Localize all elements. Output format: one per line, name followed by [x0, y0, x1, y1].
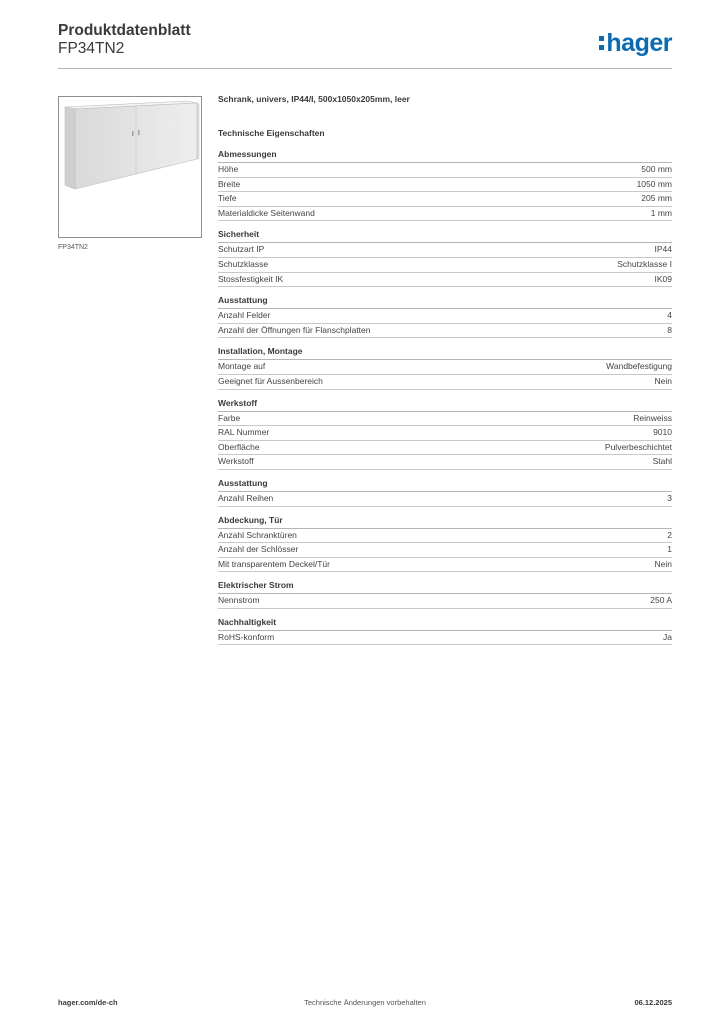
spec-label: Materialdicke Seitenwand: [218, 207, 315, 218]
spec-section: [218, 295, 672, 338]
product-description: Schrank, univers, IP44/I, 500x1050x205mm, leer: [218, 94, 410, 104]
spec-row: [218, 243, 672, 258]
footer-notice: Technische Änderungen vorbehalten: [304, 998, 426, 1007]
spec-row: [218, 426, 672, 441]
spec-label: Tiefe: [218, 193, 237, 204]
spec-section: [218, 515, 672, 573]
spec-row: [218, 594, 672, 609]
spec-row: [218, 441, 672, 456]
spec-value: Reinweiss: [633, 412, 672, 423]
spec-section: [218, 580, 672, 609]
spec-label: Mit transparentem Deckel/Tür: [218, 558, 330, 569]
section-title: Installation, Montage: [218, 346, 672, 360]
product-code: FP34TN2: [58, 40, 125, 57]
spec-row: [218, 192, 672, 207]
spec-label: Anzahl Reihen: [218, 492, 274, 503]
page-header: [58, 20, 672, 69]
spec-row: [218, 360, 672, 375]
footer-website: hager.com/de-ch: [58, 998, 118, 1007]
logo-dots-icon: [599, 36, 604, 50]
spec-label: Stossfestigkeit IK: [218, 273, 284, 284]
spec-label: Geeignet für Aussenbereich: [218, 375, 323, 386]
spec-value: 9010: [653, 427, 672, 438]
spec-sections: [218, 149, 672, 645]
spec-row: [218, 178, 672, 193]
section-title: Elektrischer Strom: [218, 580, 672, 594]
section-title: Werkstoff: [218, 398, 672, 412]
spec-value: 2: [667, 529, 672, 540]
spec-label: Anzahl der Schlösser: [218, 544, 299, 555]
spec-label: Anzahl Felder: [218, 310, 271, 321]
section-title: Nachhaltigkeit: [218, 617, 672, 631]
spec-label: Anzahl der Öffnungen für Flanschplatten: [218, 324, 371, 335]
spec-value: Stahl: [652, 456, 672, 467]
spec-content: [218, 94, 672, 653]
spec-value: Ja: [663, 631, 672, 642]
spec-value: IK09: [654, 273, 672, 284]
spec-value: 205 mm: [641, 193, 672, 204]
spec-value: 4: [667, 310, 672, 321]
spec-label: Breite: [218, 178, 241, 189]
spec-value: 1 mm: [650, 207, 672, 218]
tech-properties-heading: Technische Eigenschaften: [218, 128, 325, 138]
logo-wordmark: hager: [606, 28, 672, 57]
spec-section: [218, 346, 672, 389]
spec-label: Farbe: [218, 412, 241, 423]
spec-value: Nein: [654, 375, 672, 386]
spec-label: Montage auf: [218, 361, 266, 372]
spec-value: IP44: [654, 244, 672, 255]
spec-value: Pulverbeschichtet: [604, 441, 672, 452]
spec-row: [218, 455, 672, 470]
spec-row: [218, 529, 672, 544]
spec-label: Oberfläche: [218, 441, 260, 452]
spec-row: [218, 492, 672, 507]
spec-value: 500 mm: [641, 164, 672, 174]
spec-label: Nennstrom: [218, 595, 260, 606]
cabinet-illustration: [59, 97, 201, 237]
spec-label: Werkstoff: [218, 456, 254, 467]
spec-row: [218, 258, 672, 273]
product-image: [58, 96, 202, 238]
spec-value: 3: [667, 492, 672, 503]
spec-label: Anzahl Schranktüren: [218, 529, 297, 540]
section-title: Ausstattung: [218, 478, 672, 492]
spec-row: [218, 543, 672, 558]
spec-label: RAL Nummer: [218, 427, 270, 438]
spec-row: [218, 412, 672, 427]
spec-value: 1: [667, 544, 672, 555]
spec-value: Nein: [654, 558, 672, 569]
spec-row: [218, 324, 672, 339]
spec-row: [218, 375, 672, 390]
section-title: Sicherheit: [218, 229, 672, 243]
spec-value: Schutzklasse I: [617, 258, 672, 269]
section-title: Abdeckung, Tür: [218, 515, 672, 529]
spec-row: [218, 207, 672, 222]
spec-label: Schutzklasse: [218, 258, 269, 269]
spec-row: [218, 273, 672, 288]
spec-row: [218, 631, 672, 646]
spec-section: [218, 478, 672, 507]
spec-section: [218, 149, 672, 221]
spec-row: [218, 558, 672, 573]
spec-row: [218, 309, 672, 324]
footer-date: 06.12.2025: [634, 998, 672, 1007]
spec-row: [218, 163, 672, 178]
section-title: Abmessungen: [218, 149, 672, 163]
spec-label: Schutzart IP: [218, 244, 265, 255]
spec-value: 1050 mm: [636, 178, 672, 189]
section-title: Ausstattung: [218, 295, 672, 309]
hager-logo: [599, 28, 672, 58]
spec-label: Höhe: [218, 164, 239, 174]
spec-section: [218, 398, 672, 470]
spec-section: [218, 229, 672, 287]
image-caption: FP34TN2: [58, 244, 88, 251]
spec-value: 8: [667, 324, 672, 335]
spec-value: 250 A: [650, 595, 672, 606]
document-title: Produktdatenblatt: [58, 22, 191, 39]
spec-section: [218, 617, 672, 646]
spec-label: RoHS-konform: [218, 631, 275, 642]
spec-value: Wandbefestigung: [606, 361, 672, 372]
